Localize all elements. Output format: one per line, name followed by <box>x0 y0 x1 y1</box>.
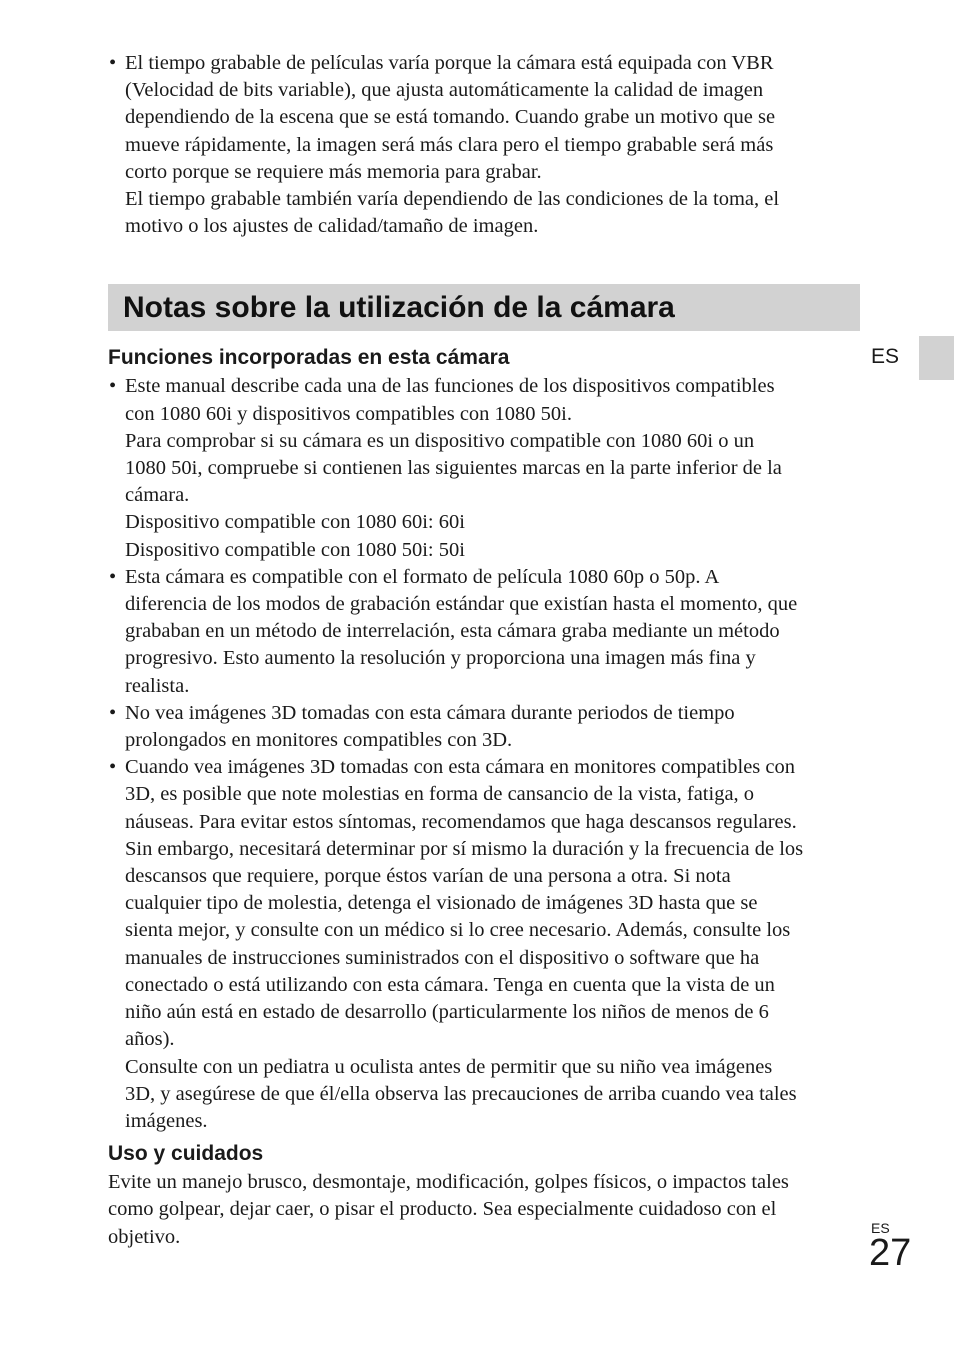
text-line: motivo o los ajustes de calidad/tamaño de imagen. <box>125 215 539 238</box>
footer-language: ES <box>871 1220 890 1236</box>
text-line: náuseas. Para evitar estos síntomas, recomendamos que haga descansos regulares. <box>125 810 797 833</box>
text-line: niño aún está en estado de desarrollo (particularmente los niños de menos de 6 <box>125 1001 769 1024</box>
text-line: 3D, y asegúrese de que él/ella observa las precauciones de arriba cuando vea tales <box>125 1082 797 1105</box>
subsection-heading-functions: Funciones incorporadas en esta cámara <box>108 346 510 370</box>
text-line: • Cuando vea imágenes 3D tomadas con esta cámara en monitores compatibles con <box>125 756 796 779</box>
bullet-item-1 <box>108 373 860 563</box>
text-line: • Este manual describe cada una de las funciones de los dispositivos compatibles <box>125 375 775 398</box>
text-line: • Esta cámara es compatible con el formato de película 1080 60p o 50p. A <box>125 565 720 588</box>
text-line: grababan en un método de interrelación, esta cámara graba mediante un método <box>125 620 780 643</box>
text-line: 3D, es posible que note molestias en forma de cansancio de la vista, fatiga, o <box>125 783 755 806</box>
text-line: Dispositivo compatible con 1080 60i: 60i <box>125 511 465 534</box>
text-line: Dispositivo compatible con 1080 50i: 50i <box>125 538 465 561</box>
bullet-item-4 <box>108 754 860 1135</box>
text-line: Consulte con un pediatra u oculista antes de permitir que su niño vea imágenes <box>125 1055 773 1078</box>
text-line: manuales de instrucciones suministrados con el dispositivo o software que ha <box>125 946 760 969</box>
text-line: diferencia de los modos de grabación estándar que existían hasta el momento, que <box>125 593 798 616</box>
text-line: sienta mejor, y consulte con un médico si lo cree necesario. Además, consulte los <box>125 919 791 942</box>
text-line: (Velocidad de bits variable), que ajusta automáticamente la calidad de imagen <box>125 79 764 102</box>
text-line: imágenes. <box>125 1109 208 1132</box>
text-line: dependiendo de la escena que se está tomando. Cuando grabe un motivo que se <box>125 106 776 129</box>
text-line: con 1080 60i y dispositivos compatibles con 1080 50i. <box>125 402 572 425</box>
text-line: Evite un manejo brusco, desmontaje, modificación, golpes físicos, o impactos tales <box>108 1171 789 1194</box>
language-label: ES <box>871 345 900 368</box>
language-tab-marker <box>919 336 954 380</box>
text-line: corto porque se requiere más memoria para grabar. <box>125 160 542 183</box>
bullet-item-2 <box>108 564 860 700</box>
text-line: años). <box>125 1028 175 1051</box>
section-title: Notas sobre la utilización de la cámara <box>108 284 860 331</box>
text-line: como golpear, dejar caer, o pisar el producto. Sea especialmente cuidadoso con el <box>108 1198 777 1221</box>
intro-bullet <box>108 50 860 240</box>
text-line: descansos que requiere, porque éstos varían de una persona a otra. Si nota <box>125 865 731 888</box>
text-line: cualquier tipo de molestia, detenga el visionado de imágenes 3D hasta que se <box>125 892 758 915</box>
page-number: 27 <box>869 1232 912 1274</box>
text-line: progresivo. Esto aumento la resolución y proporciona una imagen más fina y <box>125 647 756 670</box>
text-line: 1080 50i, compruebe si contienen las siguientes marcas en la parte inferior de la <box>125 457 782 480</box>
text-line: Sin embargo, necesitará determinar por sí mismo la duración y la frecuencia de los <box>125 837 804 860</box>
bullet-item-3 <box>108 700 860 754</box>
page-content <box>108 50 860 1251</box>
text-line: realista. <box>125 674 190 697</box>
text-line: Para comprobar si su cámara es un dispositivo compatible con 1080 60i o un <box>125 429 755 452</box>
text-line: • El tiempo grabable de películas varía porque la cámara está equipada con VBR <box>125 52 774 74</box>
text-line: objetivo. <box>108 1225 181 1248</box>
care-paragraph <box>108 1169 860 1251</box>
text-line: mueve rápidamente, la imagen será más clara pero el tiempo grabable será más <box>125 133 774 156</box>
text-line: cámara. <box>125 484 190 507</box>
text-line: • No vea imágenes 3D tomadas con esta cámara durante periodos de tiempo <box>125 701 735 724</box>
subsection-heading-care: Uso y cuidados <box>108 1142 264 1166</box>
text-line: prolongados en monitores compatibles con 3D. <box>125 729 513 752</box>
text-line: El tiempo grabable también varía dependiendo de las condiciones de la toma, el <box>125 188 780 211</box>
text-line: conectado o está utilizando con esta cámara. Tenga en cuenta que la vista de un <box>125 973 775 996</box>
